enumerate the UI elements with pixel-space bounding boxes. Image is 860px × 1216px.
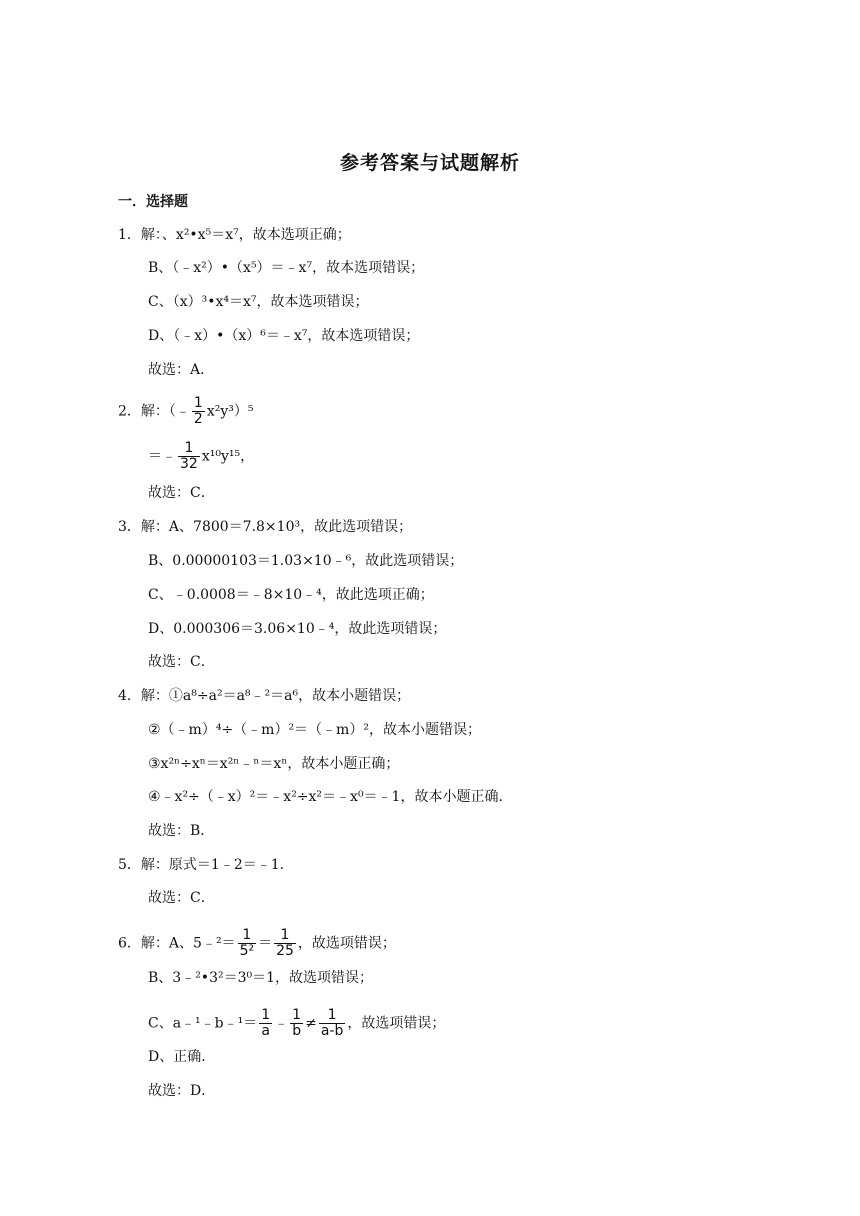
q6-option-b: B、3﹣²•3²＝3⁰＝1，故选项错误； <box>148 970 374 986</box>
q6-c-f2-num: 1 <box>292 1007 302 1023</box>
q6-c-f3-num: 1 <box>327 1007 337 1023</box>
q1-line-a <box>118 225 351 245</box>
q2-frac-num: 1 <box>193 395 203 411</box>
q6-c-f1-num: 1 <box>261 1007 271 1023</box>
q4-item-4: ④﹣x²÷（﹣x）²＝﹣x²÷x²＝﹣x⁰＝﹣1，故本小题正确． <box>148 789 513 805</box>
q3-option-b: B、0.00000103＝1.03×10﹣⁶，故此选项错误； <box>148 553 464 569</box>
q6-c-pre: C、a﹣¹﹣b﹣¹＝ <box>148 1015 258 1032</box>
q5-head: 5．解： <box>118 857 169 873</box>
q2-res-post: x¹⁰y¹⁵， <box>201 448 255 465</box>
q6-line-a <box>118 928 396 959</box>
q3-option-d: D、0.000306＝3.06×10﹣⁴，故此选项错误； <box>148 621 447 637</box>
q6-c-fraction-1 <box>259 1008 272 1039</box>
q3-option-c: C、﹣0.0008＝﹣8×10﹣⁴，故此选项正确； <box>148 587 434 603</box>
q3-line-a <box>118 517 412 537</box>
q2-answer: 故选：C． <box>148 485 215 501</box>
page-title: 参考答案与试题解析 <box>339 152 520 174</box>
q3-option-a: A、7800＝7.8×10³，故此选项错误； <box>168 519 413 535</box>
q5-answer: 故选：C． <box>148 890 215 906</box>
q2-res-num: 1 <box>184 440 194 456</box>
q6-option-d: D、正确． <box>148 1049 216 1065</box>
q3-head: 3．解： <box>118 519 169 535</box>
q1-option-b: B、（﹣x²）•（x⁵）＝﹣x⁷，故本选项错误； <box>148 260 425 276</box>
q6-head: 6．解： <box>118 935 169 952</box>
q5-text: 原式＝1﹣2＝﹣1． <box>168 857 294 873</box>
section-heading: 一．选择题 <box>118 194 188 210</box>
q4-answer: 故选：B． <box>148 823 215 839</box>
q2-line-1 <box>118 396 254 427</box>
q1-option-c: C、（x）³•x⁴＝x⁷，故本选项错误； <box>148 294 369 310</box>
q2-expr-post: x²y³）⁵ <box>206 403 254 420</box>
q4-line-1 <box>118 686 410 706</box>
q2-expr-pre: （﹣ <box>168 403 190 420</box>
q1-head: 1．解： <box>118 227 162 243</box>
q2-eq-pre: ＝﹣ <box>148 448 176 465</box>
q2-head: 2．解： <box>118 403 169 420</box>
q2-fraction <box>192 396 205 427</box>
q2-line-2 <box>148 441 254 472</box>
q6-a-f1-num: 1 <box>242 927 252 943</box>
q6-a-fraction-1 <box>238 928 257 959</box>
q2-res-den: 32 <box>180 456 198 472</box>
q6-c-minus: ﹣ <box>274 1015 289 1032</box>
q4-item-3: ③x²ⁿ÷xⁿ＝x²ⁿ﹣ⁿ＝xⁿ，故本小题正确； <box>148 756 400 772</box>
q5-line-1 <box>118 855 294 875</box>
q6-c-neq: ≠ <box>305 1015 317 1032</box>
q6-c-f3-den: a-b <box>320 1023 344 1039</box>
q6-a-post: ，故选项错误； <box>297 935 396 952</box>
q6-a-fraction-2 <box>274 928 296 959</box>
q6-a-f2-num: 1 <box>280 927 290 943</box>
q4-head: 4．解： <box>118 688 169 704</box>
q4-item-1: ①a⁸÷a²＝a⁸﹣²＝a⁶，故本小题错误； <box>168 688 411 704</box>
q6-a-f1-den: 5² <box>239 943 255 959</box>
q6-c-f1-den: a <box>259 1023 272 1039</box>
q6-c-fraction-2 <box>290 1008 303 1039</box>
q2-frac-den: 2 <box>193 411 203 427</box>
q1-answer: 故选：A． <box>148 362 215 378</box>
q1-option-a: 、x²•x⁵＝x⁷，故本选项正确； <box>161 227 351 243</box>
q6-line-c <box>148 1008 445 1039</box>
q3-answer: 故选：C． <box>148 654 215 670</box>
q4-item-2: ②（﹣m）⁴÷（﹣m）²＝（﹣m）²，故本小题错误； <box>148 722 481 738</box>
q6-answer: 故选：D． <box>148 1083 216 1099</box>
q6-c-f2-den: b <box>290 1023 303 1039</box>
q6-a-pre: A、5﹣²＝ <box>168 935 236 952</box>
q6-a-eq: ＝ <box>258 935 273 952</box>
q6-a-f2-den: 25 <box>276 943 294 959</box>
q6-c-fraction-3 <box>319 1008 346 1039</box>
q6-c-post: ，故选项错误； <box>347 1015 446 1032</box>
q1-option-d: D、（﹣x）•（x）⁶＝﹣x⁷，故本选项错误； <box>148 328 420 344</box>
q2-result-fraction <box>178 441 200 472</box>
